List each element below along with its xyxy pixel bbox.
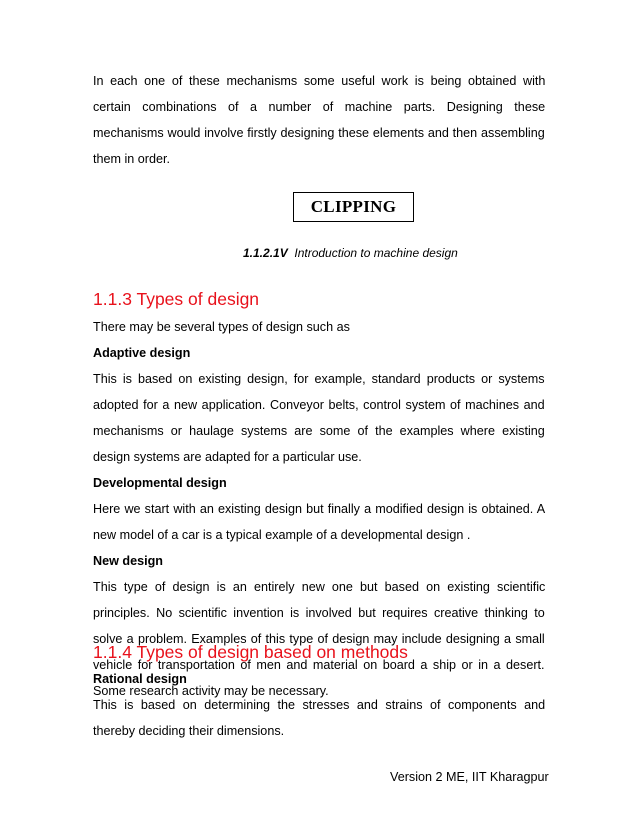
subheading-adaptive-design: Adaptive design	[93, 346, 191, 360]
subheading-developmental-design: Developmental design	[93, 476, 227, 490]
developmental-line: new model of a car is a typical example of a developmental design .	[93, 528, 471, 542]
figure-caption	[243, 246, 458, 260]
rational-line: This is based on determining the stresses and strains of components and	[93, 698, 546, 712]
subheading-rational-design: Rational design	[93, 672, 187, 686]
intro-line: mechanisms would involve firstly designing these elements and then assembling	[93, 126, 545, 140]
section-heading-1-1-4: 1.1.4 Types of design based on methods	[93, 642, 408, 662]
subheading-new-design: New design	[93, 554, 163, 568]
developmental-line: Here we start with an existing design but finally a modified design is obtained. A	[93, 502, 546, 516]
intro-line: them in order.	[93, 152, 171, 166]
clipping-box: CLIPPING	[293, 192, 414, 222]
caption-number: 1.1.2.1V	[243, 246, 288, 260]
adaptive-line: adopted for a new application. Conveyor belts, control system of machines and	[93, 398, 545, 412]
intro-paragraph	[93, 68, 545, 172]
adaptive-line: design systems are adapted for a particular use.	[93, 450, 362, 464]
page-footer: Version 2 ME, IIT Kharagpur	[390, 770, 549, 784]
caption-text: Introduction to machine design	[294, 246, 458, 260]
intro-line: In each one of these mechanisms some useful work is being obtained with	[93, 74, 546, 88]
new-design-line: vehicle for transportation of men and material on board a ship or in a desert.	[93, 658, 545, 672]
rational-line: thereby deciding their dimensions.	[93, 724, 285, 738]
new-design-line: solve a problem. Examples of this type of design may include designing a small	[93, 632, 545, 646]
section-heading-1-1-3: 1.1.3 Types of design	[93, 289, 260, 309]
new-design-line: Some research activity may be necessary.	[93, 684, 329, 698]
section-lead: There may be several types of design such as	[93, 320, 350, 334]
new-design-line: principles. No scientific invention is involved but requires creative thinking to	[93, 606, 545, 620]
adaptive-line: This is based on existing design, for example, standard products or systems	[93, 372, 545, 386]
intro-line: certain combinations of a number of machine parts. Designing these	[93, 100, 546, 114]
section-1-1-4-body	[93, 666, 545, 744]
adaptive-line: mechanisms or haulage systems are some of the examples where existing	[93, 424, 545, 438]
new-design-line: This type of design is an entirely new one but based on existing scientific	[93, 580, 546, 594]
